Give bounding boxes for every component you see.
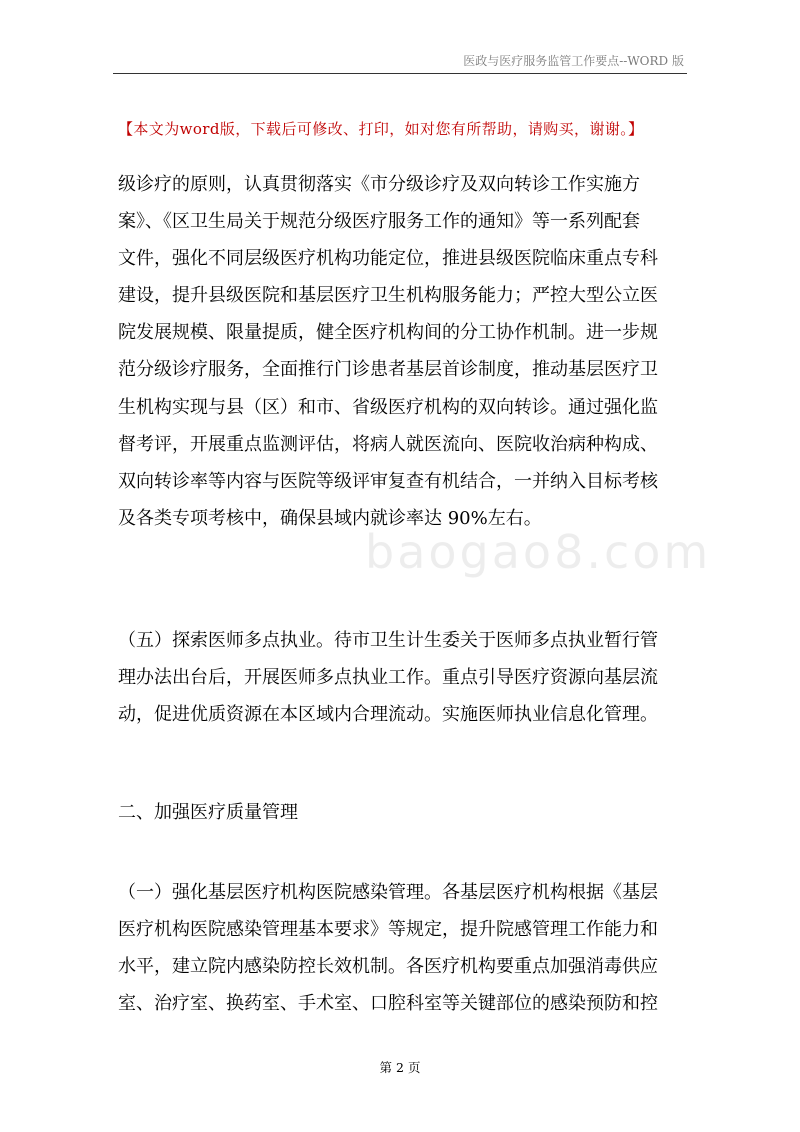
paragraph-multi-site-practice xyxy=(118,622,692,733)
text-line: 督考评，开展重点监测评估，将病人就医流向、医院收治病种构成、 xyxy=(118,433,658,455)
text-line: 生机构实现与县（区）和市、省级医疗机构的双向转诊。通过强化监 xyxy=(118,396,658,418)
heading-line: 二、加强医疗质量管理 xyxy=(118,802,298,823)
text-line: 文件，强化不同层级医疗机构功能定位，推进县级医院临床重点专科 xyxy=(118,248,658,270)
paragraph-infection-control xyxy=(118,874,692,1022)
text-line: 案》、《区卫生局关于规范分级医疗服务工作的通知》等一系列配套 xyxy=(118,211,640,233)
text-line: 理办法出台后，开展医师多点执业工作。重点引导医疗资源向基层流 xyxy=(118,667,658,689)
text-line: 室、治疗室、换药室、手术室、口腔科室等关键部位的感染预防和控 xyxy=(118,993,658,1015)
section-heading xyxy=(118,794,692,831)
text-line: 医疗机构医院感染管理基本要求》等规定，提升院感管理工作能力和 xyxy=(118,919,658,941)
text-line: （五）探索医师多点执业。待市卫生计生委关于医师多点执业暂行管 xyxy=(118,630,658,651)
text-line: 级诊疗的原则，认真贯彻落实《市分级诊疗及双向转诊工作实施方 xyxy=(118,174,640,195)
page-number: 第 2 页 xyxy=(379,1060,421,1075)
text-line: 及各类专项考核中，确保县域内就诊率达 90%左右。 xyxy=(118,507,542,529)
watermark: baogao8.com xyxy=(365,525,712,579)
text-line: 水平，建立院内感染防控长效机制。各医疗机构要重点加强消毒供应 xyxy=(118,956,658,978)
header-divider xyxy=(113,73,687,74)
paragraph-referral xyxy=(118,166,692,537)
text-line: （一）强化基层医疗机构医院感染管理。各基层医疗机构根据《基层 xyxy=(118,882,658,903)
purchase-notice: 【本文为word版，下载后可修改、打印，如对您有所帮助，请购买，谢谢。】 xyxy=(118,120,644,138)
text-line: 院发展规模、限量提质，健全医疗机构间的分工协作机制。进一步规 xyxy=(118,322,658,344)
running-header: 医政与医疗服务监管工作要点--WORD 版 xyxy=(463,54,684,68)
text-line: 建设，提升县级医院和基层医疗卫生机构服务能力；严控大型公立医 xyxy=(118,285,658,307)
text-line: 双向转诊率等内容与医院等级评审复查有机结合，一并纳入目标考核 xyxy=(118,470,658,492)
text-line: 动，促进优质资源在本区域内合理流动。实施医师执业信息化管理。 xyxy=(118,704,658,726)
text-line: 范分级诊疗服务，全面推行门诊患者基层首诊制度，推动基层医疗卫 xyxy=(118,359,658,381)
